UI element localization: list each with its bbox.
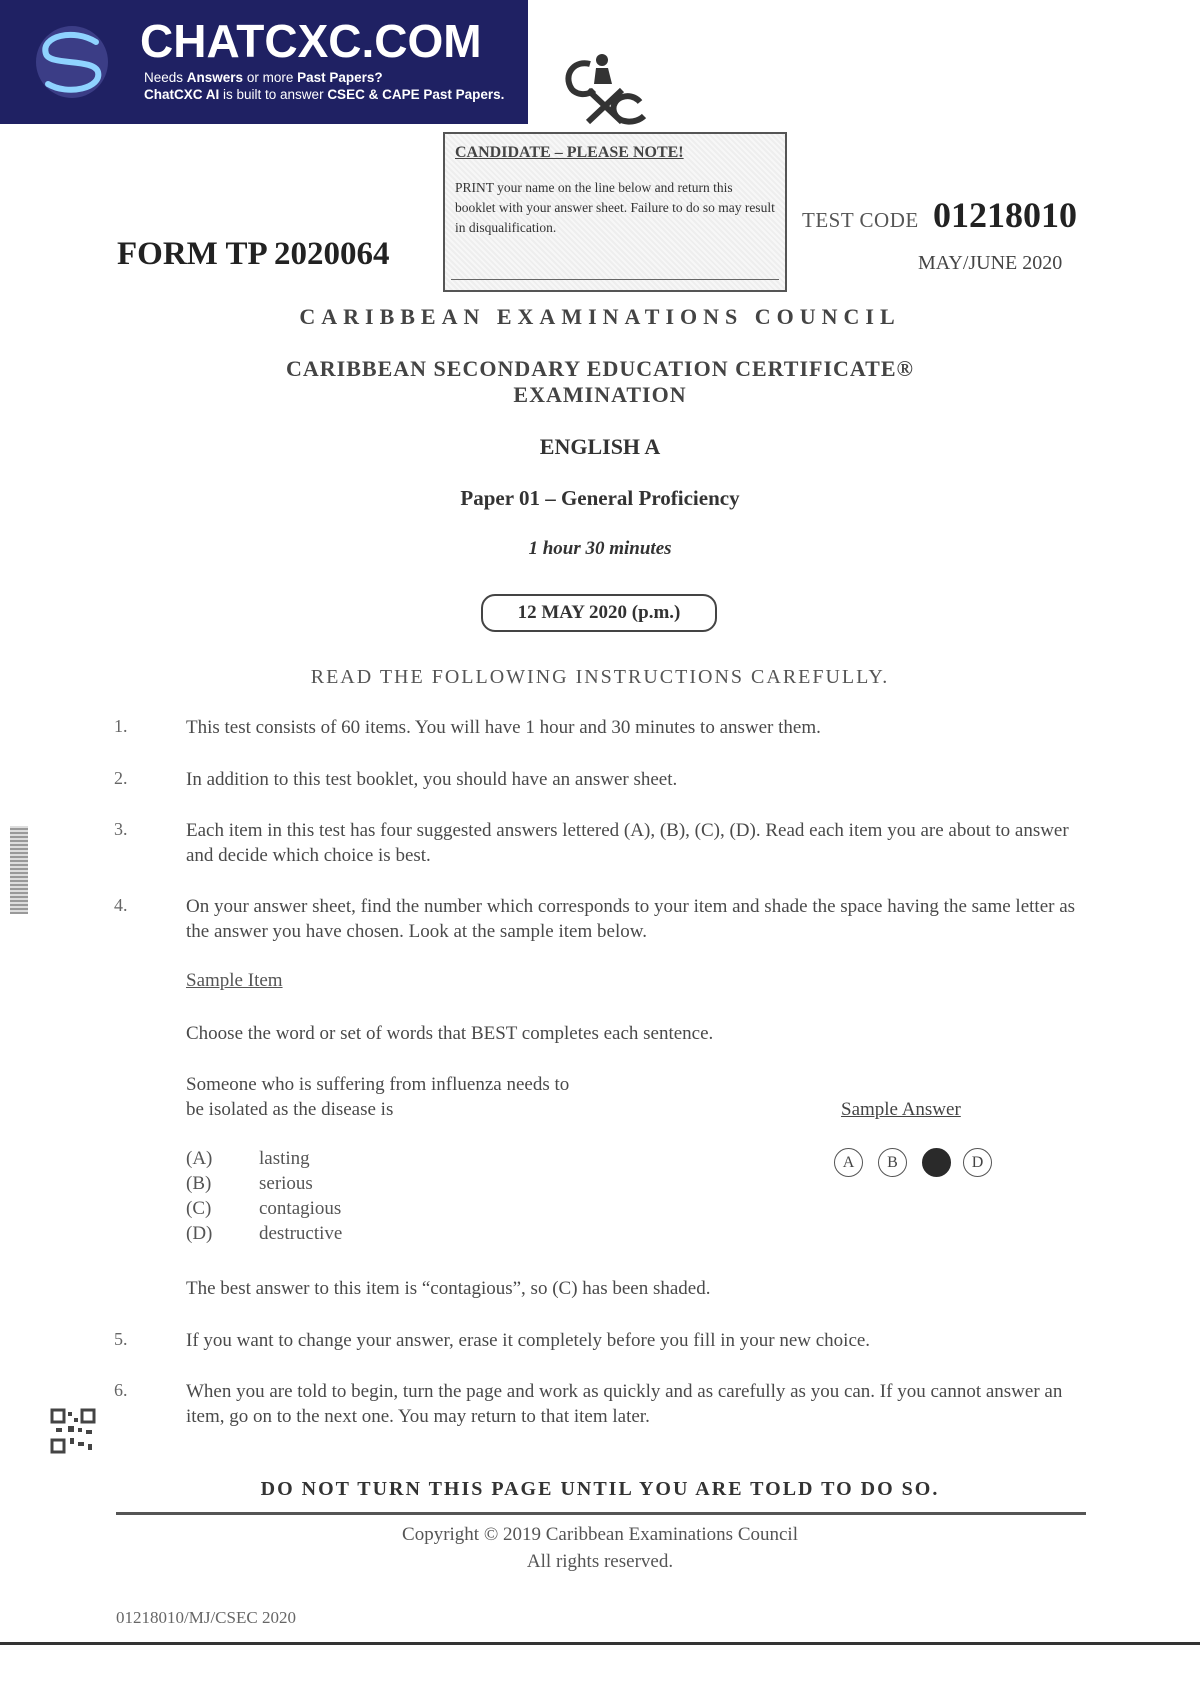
margin-barcode-icon <box>10 826 28 914</box>
instruction-text: If you want to change your answer, erase it completely before you fill in your new choice. <box>186 1330 871 1351</box>
instruction-text: This test consists of 60 items. You will have 1 hour and 30 minutes to answer them. <box>186 717 821 738</box>
answer-bubble-a[interactable]: A <box>834 1148 863 1177</box>
notice-body: PRINT your name on the line below and return this booklet with your answer sheet. Failure to do so may result in disqualification. <box>455 180 775 235</box>
qr-code-icon <box>50 1408 96 1454</box>
banner-brand: CHATCXC.COM <box>140 15 482 67</box>
answer-bubble-b[interactable]: B <box>878 1148 907 1177</box>
sample-answer-label: Sample Answer <box>841 1099 961 1120</box>
option-text: serious <box>259 1173 313 1194</box>
answer-bubble-d[interactable]: D <box>963 1148 992 1177</box>
instruction-number: 6. <box>114 1380 128 1400</box>
sample-item-title: Sample Item <box>186 970 283 991</box>
paper-title: Paper 01 – General Proficiency <box>460 486 740 510</box>
instructions-heading: READ THE FOLLOWING INSTRUCTIONS CAREFULLY. <box>310 666 890 688</box>
instruction-text: In addition to this test booklet, you should have an answer sheet. <box>186 769 678 790</box>
cxc-seal-icon <box>550 50 650 128</box>
form-code: FORM TP 2020064 <box>117 236 390 272</box>
footer-code: 01218010/MJ/CSEC 2020 <box>116 1608 296 1627</box>
chatcxc-logo-icon <box>24 22 120 102</box>
council-name: CARIBBEAN EXAMINATIONS COUNCIL <box>299 304 901 329</box>
test-code-label: TEST CODE <box>802 208 919 232</box>
option-letter: (D) <box>186 1223 213 1244</box>
chatcxc-banner <box>0 0 528 124</box>
notice-title: CANDIDATE – PLEASE NOTE! <box>455 144 684 161</box>
do-not-turn-warning: DO NOT TURN THIS PAGE UNTIL YOU ARE TOLD TO DO SO. <box>260 1478 940 1500</box>
answer-bubble-c-shaded[interactable] <box>922 1148 951 1177</box>
rights-notice: All rights reserved. <box>526 1551 674 1572</box>
option-text: lasting <box>259 1148 310 1169</box>
sample-explanation: The best answer to this item is “contagious”, so (C) has been shaded. <box>186 1278 711 1299</box>
option-text: destructive <box>259 1223 343 1244</box>
footer-divider <box>116 1512 1086 1515</box>
exam-session: MAY/JUNE 2020 <box>918 252 1063 274</box>
page-bottom-rule <box>0 1642 1200 1645</box>
subject-title: ENGLISH A <box>539 434 661 459</box>
exam-date: 12 MAY 2020 (p.m.) <box>481 594 717 632</box>
certificate-line-2: EXAMINATION <box>513 382 687 407</box>
copyright-notice: Copyright © 2019 Caribbean Examinations Council <box>402 1524 798 1545</box>
instruction-text: On your answer sheet, find the number which corresponds to your item and shade the space having the same letter as the answer you have chosen. Look at the sample item below. <box>186 896 1076 942</box>
instruction-number: 3. <box>114 819 128 839</box>
instruction-number: 5. <box>114 1329 128 1349</box>
instruction-text: Each item in this test has four suggested answers lettered (A), (B), (C), (D). Read each item you are about to answer and decide which choice is best. <box>186 820 1069 866</box>
sample-stem-line-1: Someone who is suffering from influenza needs to <box>186 1074 570 1095</box>
exam-duration: 1 hour 30 minutes <box>528 538 672 559</box>
instruction-number: 4. <box>114 895 128 915</box>
certificate-line-1: CARIBBEAN SECONDARY EDUCATION CERTIFICATE® <box>286 356 914 381</box>
instruction-number: 2. <box>114 768 128 788</box>
option-letter: (C) <box>186 1198 212 1219</box>
candidate-notice-box <box>443 132 787 292</box>
name-line[interactable] <box>451 279 779 280</box>
test-code: 01218010 <box>933 195 1077 235</box>
sample-directive: Choose the word or set of words that BEST completes each sentence. <box>186 1023 714 1044</box>
sample-stem-line-2: be isolated as the disease is <box>186 1099 394 1120</box>
option-letter: (A) <box>186 1148 213 1169</box>
instruction-number: 1. <box>114 716 128 736</box>
banner-line-1: Needs Answers or more Past Papers? <box>144 70 383 85</box>
banner-line-2: ChatCXC AI is built to answer CSEC & CAPE Past Papers. <box>144 87 505 102</box>
option-letter: (B) <box>186 1173 212 1194</box>
instruction-text: When you are told to begin, turn the page and work as quickly and as carefully as you can. If you cannot answer an item, go on to the next one. You may return to that item later. <box>186 1381 1063 1427</box>
option-text: contagious <box>259 1198 342 1219</box>
